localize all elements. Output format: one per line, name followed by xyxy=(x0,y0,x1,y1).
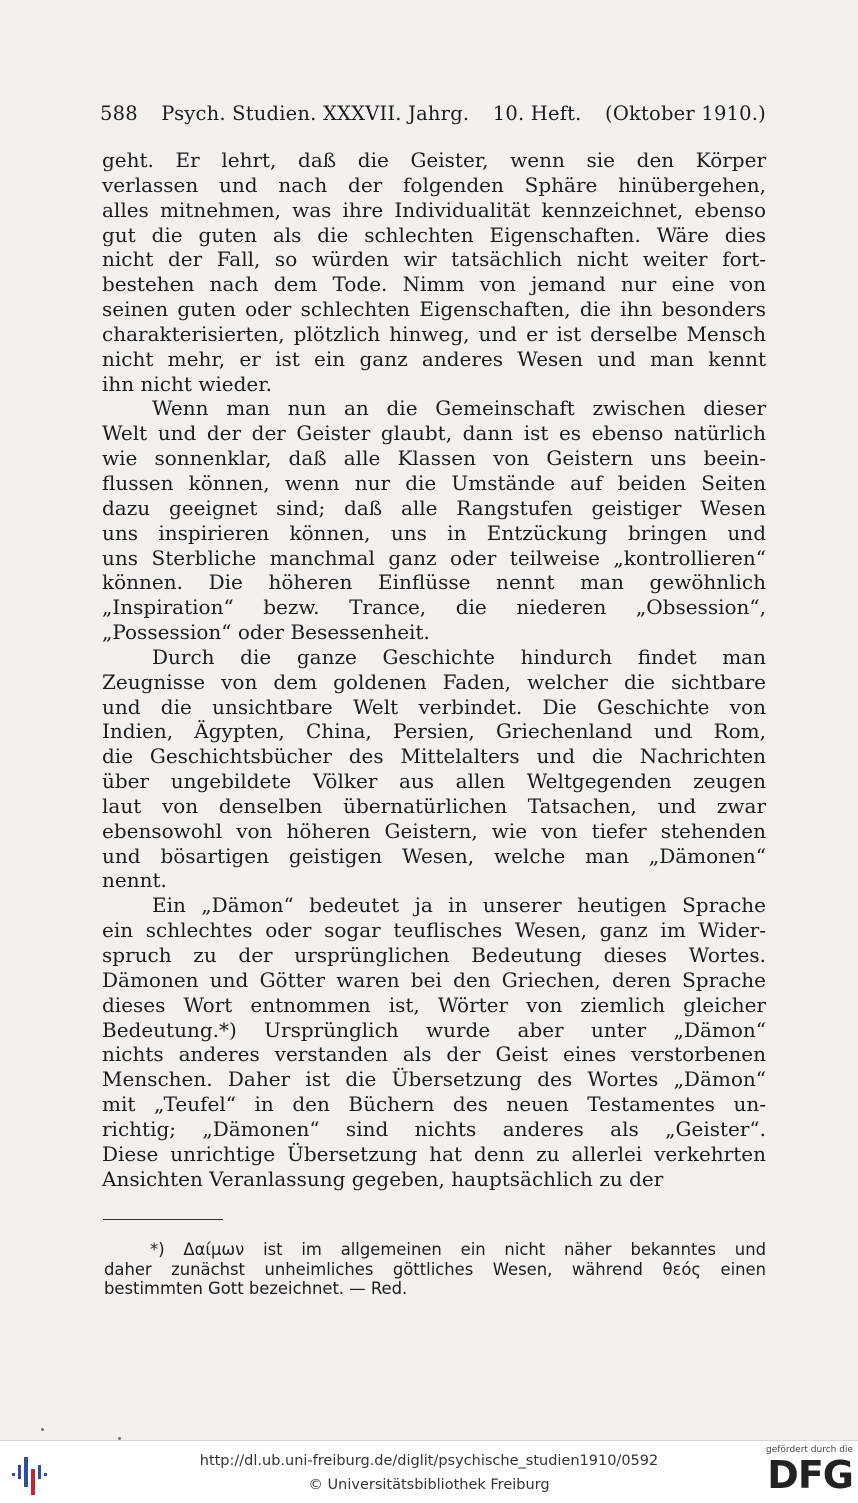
footnote-line: *) Δαίμων ist im allgemeinen ein nicht näher bekanntes und xyxy=(150,1240,766,1259)
body-text xyxy=(102,148,766,1191)
text-line: laut von denselben übernatürlichen Tatsachen, und zwar xyxy=(102,793,766,818)
footnote xyxy=(104,1240,766,1299)
text-line: und die unsichtbare Welt verbindet. Die Geschichte von xyxy=(102,694,766,719)
text-line: Zeugnisse von dem goldenen Faden, welcher die sichtbare xyxy=(102,669,766,694)
text-line: mit „Teufel“ in den Büchern des neuen Testamentes un- xyxy=(102,1092,766,1117)
footnote-line: daher zunächst unheimliches göttliches Wesen, während θεός einen xyxy=(104,1259,766,1279)
text-line: nicht der Fall, so würden wir tatsächlich nicht weiter fort- xyxy=(102,247,766,272)
text-line: dieses Wort entnommen ist, Wörter von ziemlich gleicher xyxy=(102,992,766,1017)
text-line: Durch die ganze Geschichte hindurch findet man xyxy=(152,644,766,669)
text-line: nennt. xyxy=(102,868,167,893)
dfg-mark: DFG xyxy=(767,1453,853,1497)
dfg-caption: gefördert durch die xyxy=(766,1445,853,1455)
scan-speck xyxy=(41,1428,44,1431)
text-line: seinen guten oder schlechten Eigenschaften, die ihn besonders xyxy=(102,297,766,322)
text-line: charakterisierten, plötzlich hinweg, und er ist derselbe Mensch xyxy=(102,321,766,346)
viewer-footer xyxy=(0,1440,858,1503)
issue-date: (Oktober 1910.) xyxy=(605,102,766,125)
text-line: flussen können, wenn nur die Umstände auf beiden Seiten xyxy=(102,470,766,495)
text-line: gut die guten als die schlechten Eigenschaften. Wäre dies xyxy=(102,222,766,247)
running-header xyxy=(100,102,766,125)
text-line: Welt und der der Geister glaubt, dann ist es ebenso natürlich xyxy=(102,421,766,446)
document-url-link[interactable]: http://dl.ub.uni-freiburg.de/diglit/psychische_studien1910/0592 xyxy=(199,1453,659,1469)
text-line: „Possession“ oder Besessenheit. xyxy=(102,620,430,645)
text-line: können. Die höheren Einflüsse nennt man gewöhnlich xyxy=(102,570,766,595)
text-line: verlassen und nach der folgenden Sphäre hinübergehen, xyxy=(102,172,766,197)
text-line: über ungebildete Völker aus allen Weltgegenden zeugen xyxy=(102,769,766,794)
text-line: alles mitnehmen, was ihre Individualität kennzeichnet, ebenso xyxy=(102,197,766,222)
text-line: „Inspiration“ bezw. Trance, die niederen „Obsession“, xyxy=(102,595,766,620)
text-line: dazu geeignet sind; daß alle Rangstufen geistiger Wesen xyxy=(102,495,766,520)
text-line: Indien, Ägypten, China, Persien, Griechenland und Rom, xyxy=(102,719,766,744)
text-line: die Geschichtsbücher des Mittelalters und die Nachrichten xyxy=(102,744,766,769)
text-line: Diese unrichtige Übersetzung hat denn zu allerlei verkehrten xyxy=(102,1141,766,1166)
footnote-rule xyxy=(103,1219,223,1220)
text-line: ihn nicht wieder. xyxy=(102,371,272,396)
text-line: richtig; „Dämonen“ sind nichts anderes als „Geister“. xyxy=(102,1116,766,1141)
text-line: ein schlechtes oder sogar teuflisches Wesen, ganz im Wider- xyxy=(102,918,766,943)
copyright-notice: © Universitätsbibliothek Freiburg xyxy=(308,1477,550,1493)
text-line: Bedeutung.*) Ursprünglich wurde aber unter „Dämon“ xyxy=(102,1017,766,1042)
text-line: wie sonnenklar, daß alle Klassen von Geistern uns beein- xyxy=(102,446,766,471)
text-line: Ein „Dämon“ bedeutet ja in unserer heutigen Sprache xyxy=(152,893,766,918)
text-line: nichts anderes verstanden als der Geist eines verstorbenen xyxy=(102,1042,766,1067)
text-line: Dämonen und Götter waren bei den Griechen, deren Sprache xyxy=(102,967,766,992)
journal-title: Psych. Studien. XXXVII. Jahrg. xyxy=(161,102,470,125)
text-line: Wenn man nun an die Gemeinschaft zwischen dieser xyxy=(152,396,766,421)
text-line: uns inspirieren können, uns in Entzückung bringen und xyxy=(102,520,766,545)
text-line: geht. Er lehrt, daß die Geister, wenn sie den Körper xyxy=(102,148,766,172)
text-line: ebensowohl von höheren Geistern, wie von tiefer stehenden xyxy=(102,818,766,843)
dfg-logo[interactable] xyxy=(757,1445,853,1501)
text-line: spruch zu der ursprünglichen Bedeutung dieses Wortes. xyxy=(102,943,766,967)
issue-label: 10. Heft. xyxy=(492,102,582,125)
text-line: Menschen. Daher ist die Übersetzung des Wortes „Dämon“ xyxy=(102,1067,766,1092)
text-line: nicht mehr, er ist ein ganz anderes Wesen und man kennt xyxy=(102,346,766,371)
footnote-line: bestimmten Gott bezeichnet. — Red. xyxy=(104,1279,408,1299)
text-line: Ansichten Veranlassung gegeben, hauptsächlich zu der xyxy=(102,1166,664,1191)
text-line: und bösartigen geistigen Wesen, welche man „Dämonen“ xyxy=(102,843,766,868)
page-number: 588 xyxy=(100,102,138,125)
text-line: bestehen nach dem Tode. Nimm von jemand nur eine von xyxy=(102,272,766,297)
text-line: uns Sterbliche manchmal ganz oder teilweise „kontrollieren“ xyxy=(102,545,766,570)
